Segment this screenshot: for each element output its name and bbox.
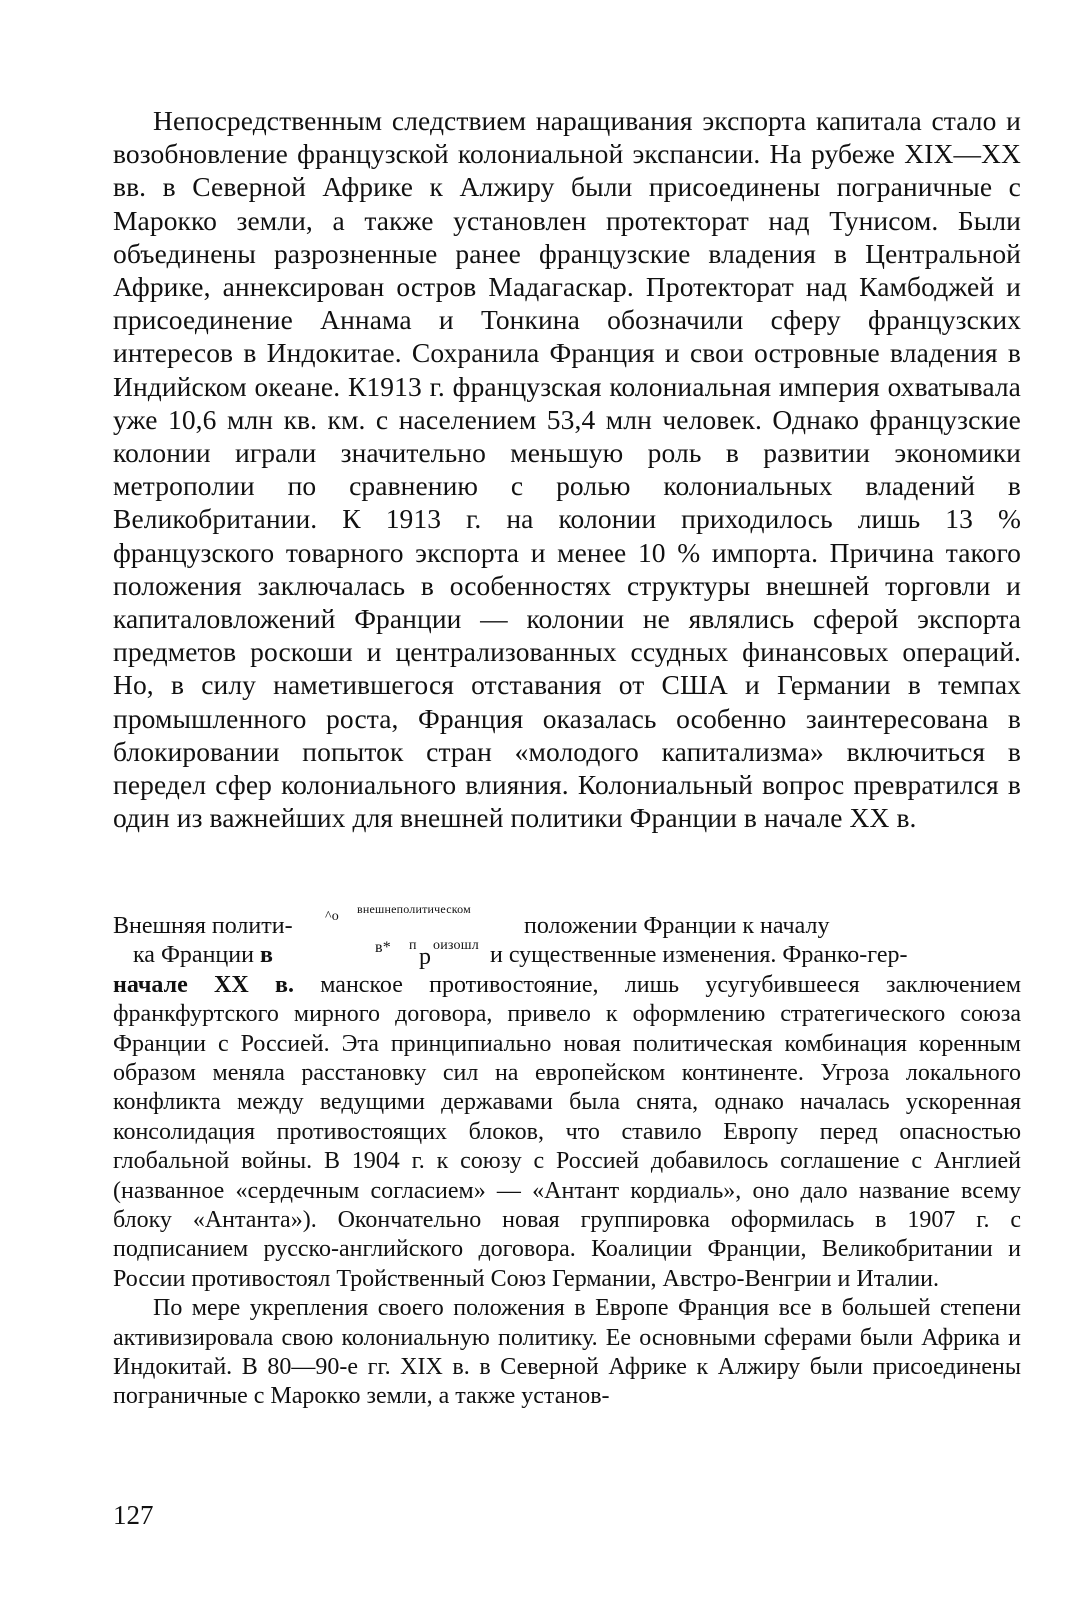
section-line-2-text: и существенные изменения. Франко-гер- — [490, 942, 908, 969]
section-line-1 — [113, 902, 1021, 941]
page-number: 127 — [113, 1500, 154, 1530]
section-body — [113, 971, 1021, 1294]
side-heading-line-2-text: ка Франции — [133, 942, 260, 969]
ocr-fragment: внешнеполитическом — [357, 902, 471, 916]
paragraph-colonial-expansion: Непосредственным следствием наращивания экспорта капитала стало и возобновление французской колониальной экспансии. На рубеже XIX—XX вв. в Северной Африке к Алжиру были присоединены пограничные с Марокко земли, а также установлен протекторат над Тунисом. Были объединены разрозненные ранее французские владения в Центральной Африке, аннексирован остров Мадагаскар. Протекторат над Камбоджей и присоединение Аннама и Тонкина обозначили сферу французских интересов в Индокитае. Сохранила Франция и свои островные владения в Индийском океане. К1913 г. французская колониальная империя охватывала уже 10,6 млн кв. км. с населением 53,4 млн человек. Однако французские колонии играли значительно меньшую роль в развитии экономики метрополии по сравнению с ролью колониальных владений в Великобритании. К 1913 г. на колонии приходилось лишь 13 % французского товарного экспорта и менее 10 % импорта. Причина такого положения заключалась в особенностях структуры внешней торговли и капиталовложений Франции — колонии не являлись сферой экспорта предметов роскоши и централизованных ссудных финансовых операций. Но, в силу наметившегося отставания от США и Германии в темпах промышленного роста, Франция оказалась особенно заинтересована в блокировании попыток стран «молодого капитализма» включиться в передел сфер колониального влияния. Колониальный вопрос превратился в один из важнейших для внешней политики Франции в начале XX в. — [113, 105, 1021, 834]
section-body-text: манское противостояние, лишь усугубившееся заключением франкфуртского мирного договора, привело к оформлению стратегического союза Франции с Россией. Эта принципиально новая политическая комбинация коренным образом меняла расстановку сил на европейском континенте. Угроза локального конфликта между ведущими державами была снята, однако началась ускоренная консолидация противостоящих блоков, что ставило Европу перед опасностью глобальной войны. В 1904 г. к союзу с Россией добавилось соглашение с Англией (названное «сердечным согласием» — «Антант кордиаль», оно дало название всему блоку «Антанта»). Окончательно новая группировка оформилась в 1907 г. с подписанием русско-английского договора. Коалиции Франции, Великобритании и России противостоял Тройственный Союз Германии, Австро-Венгрии и Италии. — [113, 971, 1022, 1292]
section-line-2 — [113, 938, 1021, 971]
section-line-1-text: положении Франции к началу — [524, 913, 830, 939]
ocr-fragment: р — [419, 944, 432, 971]
paragraph-colonial-policy: По мере укрепления своего положения в Европе Франция все в большей степени активизировала свою колониальную политику. Ее основными сферами были Африка и Индокитай. В 80—90-е гг. XIX в. в Северной Африке к Алжиру были присоединены пограничные с Марокко земли, а также установ- — [113, 1295, 1021, 1410]
side-heading-line-2-bold: в — [259, 942, 273, 969]
side-heading-line-2 — [133, 941, 273, 970]
ocr-fragment: в* — [375, 939, 391, 957]
side-heading-line-3: начале XX в. — [113, 971, 294, 998]
ocr-fragment: оизошл — [433, 938, 479, 954]
section-foreign-policy — [113, 902, 1022, 1412]
ocr-fragment: ^о — [325, 909, 339, 924]
ocr-fragment: п — [409, 938, 417, 954]
side-heading-line-1: Внешняя полити- — [113, 913, 293, 939]
